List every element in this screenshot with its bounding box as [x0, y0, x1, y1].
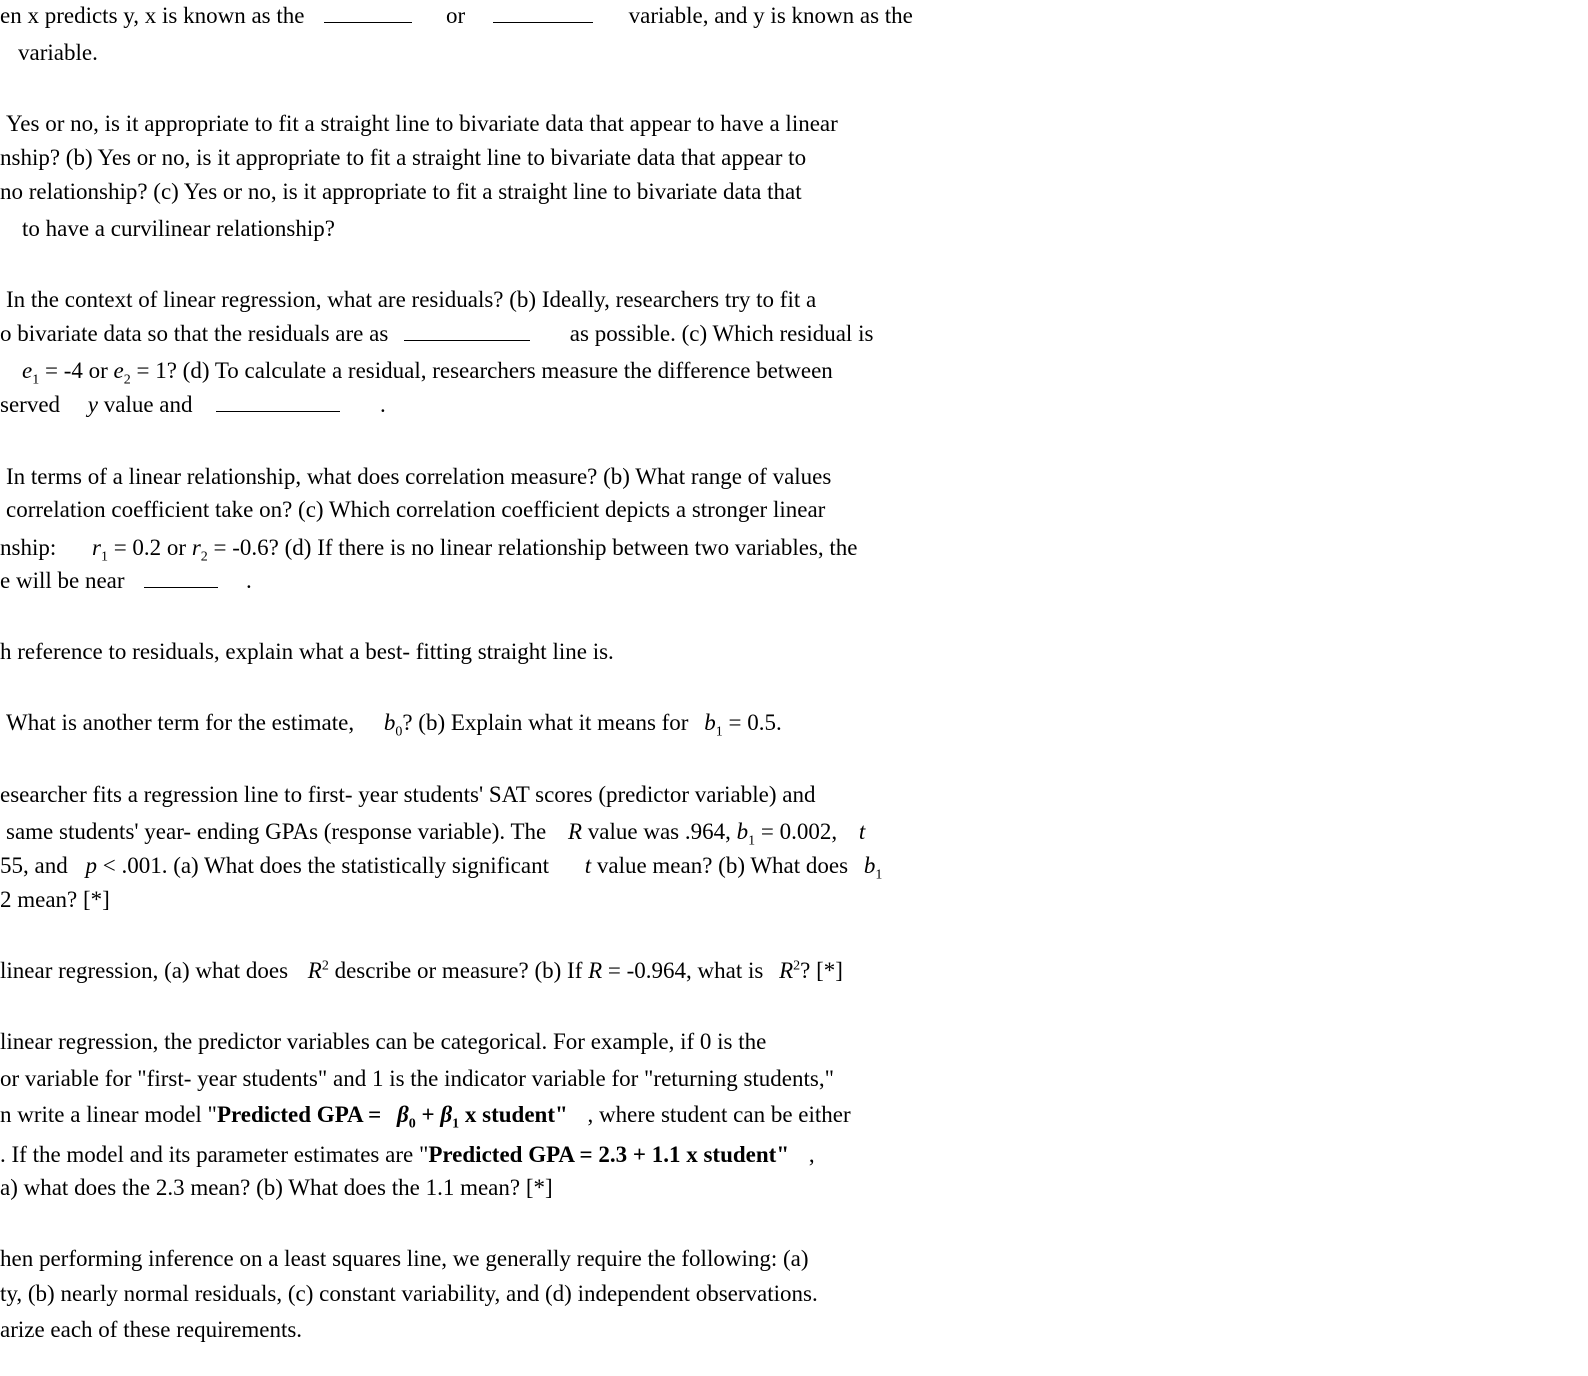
question-7-line-2 — [6, 818, 866, 849]
q1-text-c: variable, and y is known as the — [628, 3, 913, 28]
symbol-r: r — [191, 535, 201, 560]
question-9-line-1: linear regression, the predictor variables can be categorical. For example, if 0 is the — [0, 1029, 767, 1054]
question-6-line-1 — [6, 709, 782, 740]
question-9-line-5: a) what does the 2.3 mean? (b) What does the 1.1 mean? [*] — [0, 1175, 553, 1200]
subscript-1: 1 — [32, 372, 40, 388]
q3-text-a: o bivariate data so that the residuals are as — [0, 321, 389, 346]
q8-text-a: linear regression, (a) what does — [0, 958, 289, 983]
symbol-b: b — [383, 710, 396, 735]
subscript-1: 1 — [100, 549, 108, 565]
q9-text-a: n write a linear model " — [0, 1102, 217, 1127]
question-10-line-1: hen performing inference on a least squares line, we generally require the following: (a) — [0, 1246, 809, 1271]
subscript-1: 1 — [748, 833, 756, 849]
question-9-line-2: or variable for "first- year students" and 1 is the indicator variable for "returning students," — [0, 1066, 834, 1091]
question-7-line-3 — [0, 852, 883, 883]
q9-model-text: Predicted GPA = — [216, 1102, 382, 1127]
q3-text-b: as possible. (c) Which residual is — [569, 321, 874, 346]
symbol-e: e — [22, 358, 33, 383]
symbol-y: y — [87, 392, 98, 417]
q7-text-b: value was .964, — [587, 819, 731, 844]
q9-estimate-text: Predicted GPA = 2.3 + 1.1 x student" — [428, 1142, 790, 1167]
symbol-b: b — [704, 710, 716, 735]
q6-text-a: What is another term for the estimate, — [6, 710, 355, 735]
question-3-line-2 — [0, 320, 873, 348]
question-2-line-4: to have a curvilinear relationship? — [22, 216, 335, 241]
question-1-line-2 — [18, 39, 98, 67]
question-9-line-3 — [0, 1101, 851, 1132]
symbol-t: t — [858, 819, 866, 844]
q3-text-f: value and — [103, 392, 193, 417]
question-2-line-3: no relationship? (c) Yes or no, is it appropriate to fit a straight line to bivariate data that — [0, 179, 802, 204]
subscript-0: 0 — [395, 724, 403, 740]
symbol-t: t — [584, 853, 592, 878]
symbol-r: r — [91, 535, 101, 560]
q1-text-a: en x predicts y, x is known as the — [0, 3, 305, 28]
beta-symbol — [440, 1102, 460, 1132]
q3-text-c: = -4 or — [44, 358, 108, 383]
symbol-beta: β — [396, 1102, 409, 1127]
q4-text-b: = 0.2 or — [113, 535, 187, 560]
question-4-line-1: In terms of a linear relationship, what does correlation measure? (b) What range of values — [6, 464, 832, 489]
question-2-line-1: Yes or no, is it appropriate to fit a straight line to bivariate data that appear to have a linear — [6, 111, 838, 136]
subscript-1: 1 — [452, 1116, 460, 1132]
symbol-beta: β — [440, 1102, 453, 1127]
q7-text-e: < .001. (a) What does the statistically significant — [102, 853, 549, 878]
plus-sign: + — [421, 1102, 435, 1127]
symbol-R: R — [588, 958, 603, 983]
q4-text-c: = -0.6? (d) If there is no linear relationship between two variables, the — [213, 535, 858, 560]
question-8-line-1 — [0, 957, 843, 985]
question-10-line-3: arize each of these requirements. — [0, 1317, 303, 1342]
question-2-line-2: nship? (b) Yes or no, is it appropriate to fit a straight line to bivariate data that appear to — [0, 145, 807, 170]
q8-text-d: ? [*] — [800, 958, 843, 983]
subscript-1: 1 — [715, 724, 723, 740]
q6-text-c: = 0.5. — [728, 710, 782, 735]
q7-text-c: = 0.002, — [760, 819, 838, 844]
blank-field — [324, 4, 412, 23]
q7-text-f: value mean? (b) What does — [596, 853, 849, 878]
symbol-b: b — [863, 853, 876, 878]
question-3-line-1: In the context of linear regression, what are residuals? (b) Ideally, researchers try to fit a — [6, 287, 817, 312]
symbol-R: R — [307, 958, 322, 983]
symbol-R: R — [567, 819, 583, 844]
period-mark: . — [246, 568, 252, 593]
q9-model-tail: x student" — [464, 1102, 568, 1127]
q8-text-b: describe or measure? (b) If — [334, 958, 583, 983]
subscript-1: 1 — [875, 867, 883, 883]
question-1-line-1 — [0, 2, 913, 30]
q6-text-b: ? (b) Explain what it means for — [402, 710, 689, 735]
superscript-2: 2 — [793, 958, 801, 974]
q3-text-d: = 1? (d) To calculate a residual, researchers measure the difference between — [136, 358, 833, 383]
symbol-p: p — [85, 853, 97, 878]
question-4-line-2: correlation coefficient take on? (c) Which correlation coefficient depicts a stronger linear — [6, 497, 826, 522]
question-7-line-1: esearcher fits a regression line to first- year students' SAT scores (predictor variable) and — [0, 782, 816, 807]
blank-field — [493, 4, 593, 23]
q7-text-d: 55, and — [0, 853, 68, 878]
q4-text-a: nship: — [0, 535, 57, 560]
q8-text-c: = -0.964, what is — [607, 958, 764, 983]
period-mark: . — [380, 392, 386, 417]
q1-text-b: or — [445, 3, 466, 28]
question-5-line-1: h reference to residuals, explain what a best- fitting straight line is. — [0, 639, 614, 664]
question-4-line-4 — [0, 567, 252, 595]
subscript-2: 2 — [200, 549, 208, 565]
q4-text-d: e will be near — [0, 568, 125, 593]
q1-text-d: variable. — [18, 40, 98, 65]
question-10-line-2: ty, (b) nearly normal residuals, (c) constant variability, and (d) independent observations. — [0, 1281, 818, 1306]
question-7-line-4: 2 mean? [*] — [0, 887, 110, 912]
q3-text-e: served — [0, 392, 61, 417]
blank-field — [144, 569, 218, 588]
question-9-line-4 — [0, 1141, 815, 1169]
blank-field — [216, 393, 340, 412]
symbol-e: e — [113, 358, 124, 383]
beta-symbol — [396, 1102, 416, 1132]
symbol-R: R — [779, 958, 794, 983]
symbol-b: b — [736, 819, 749, 844]
blank-field — [404, 322, 530, 341]
comma-mark: , — [808, 1142, 815, 1167]
q7-text-a: same students' year- ending GPAs (response variable). The — [6, 819, 547, 844]
q9-text-b: , where student can be either — [587, 1102, 851, 1127]
q9-text-c: . If the model and its parameter estimates are " — [0, 1142, 429, 1167]
subscript-2: 2 — [123, 372, 131, 388]
question-3-line-4 — [0, 391, 386, 419]
question-3-line-3 — [22, 357, 833, 388]
subscript-0: 0 — [408, 1116, 416, 1132]
question-4-line-3 — [0, 534, 858, 565]
superscript-2: 2 — [321, 958, 329, 974]
